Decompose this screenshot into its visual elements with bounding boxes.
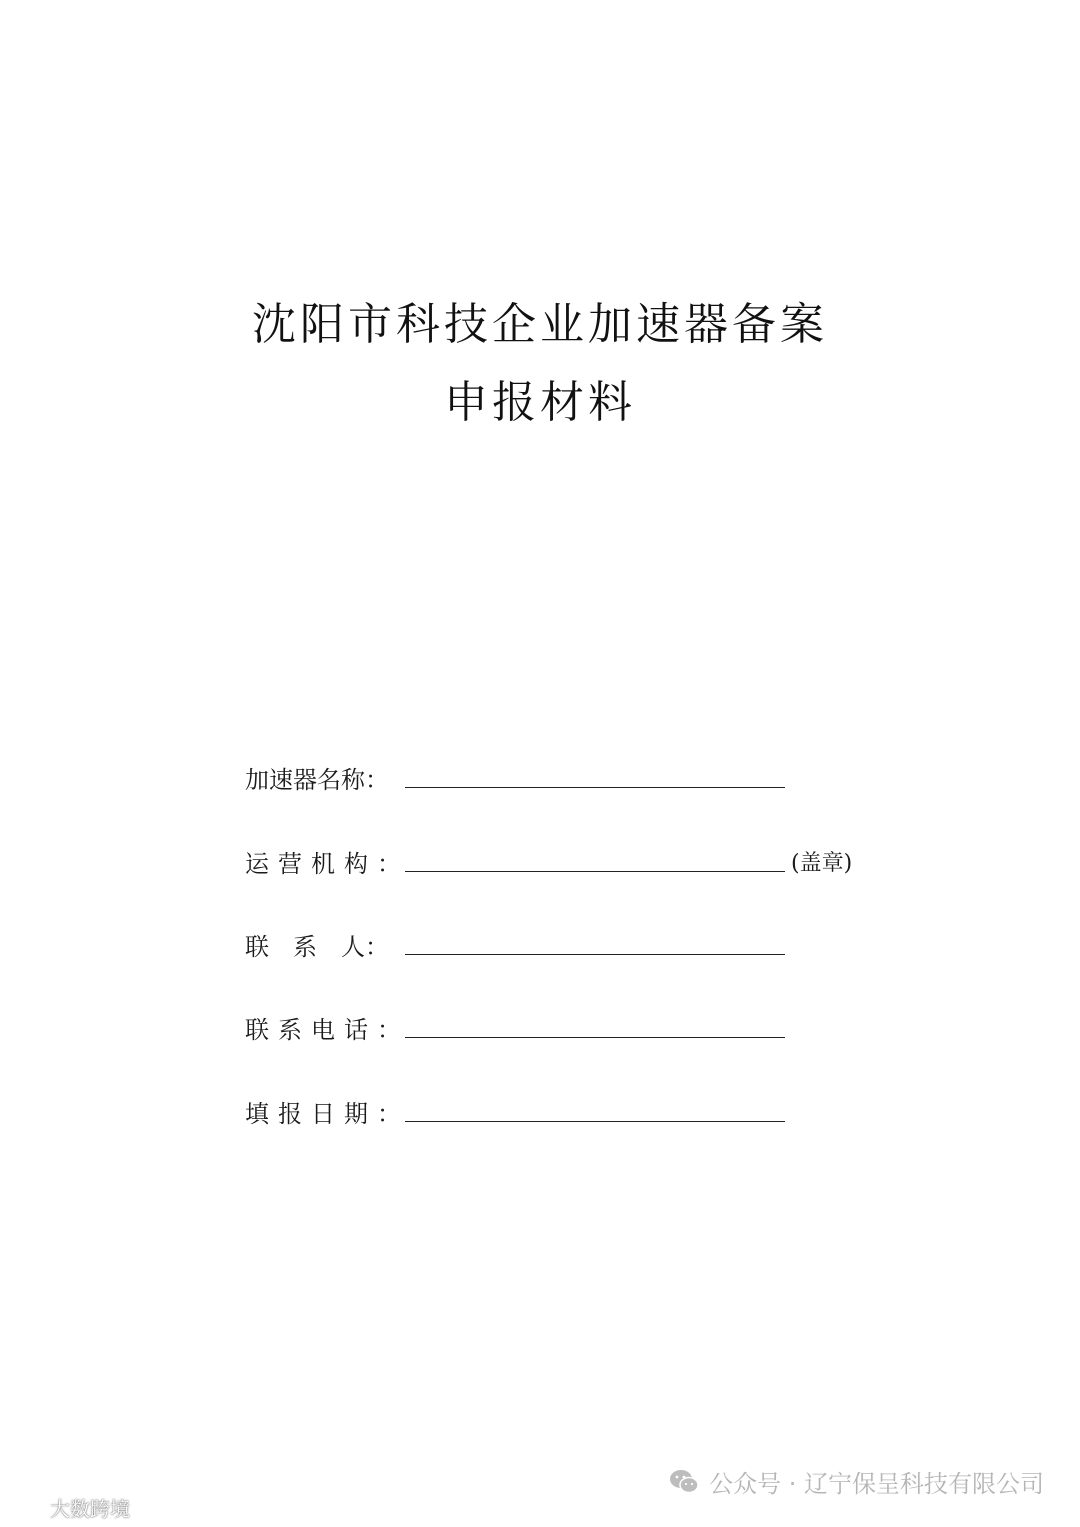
brand-watermark xyxy=(10,1493,130,1522)
field-label: 运营机构： xyxy=(245,850,410,878)
document-title-line1: 沈阳市科技企业加速器备案 xyxy=(252,299,828,350)
fill-in-line xyxy=(405,787,785,788)
wechat-watermark xyxy=(669,1464,1044,1499)
field-label: 联 系 人： xyxy=(245,933,389,961)
form-field-contact-phone xyxy=(245,1004,785,1044)
field-label: 填报日期： xyxy=(245,1100,410,1128)
fill-in-line xyxy=(405,1121,785,1122)
fill-in-line xyxy=(405,871,785,872)
form-field-contact-person xyxy=(245,921,785,961)
field-label: 加速器名称： xyxy=(245,766,389,794)
field-label: 联系电话： xyxy=(245,1016,410,1044)
brand-logo-icon xyxy=(10,1497,46,1519)
document-title-line2: 申报材料 xyxy=(444,377,636,428)
form-field-accelerator-name xyxy=(245,754,785,794)
watermark-text: 公众号 · 辽宁保呈科技有限公司 xyxy=(709,1470,1044,1498)
seal-note: (盖章) xyxy=(791,851,853,876)
form-field-fill-date xyxy=(245,1088,785,1128)
watermark-brand-text: 大数跨境 xyxy=(50,1497,130,1521)
wechat-icon xyxy=(669,1469,699,1495)
fill-in-line xyxy=(405,1037,785,1038)
fill-in-line xyxy=(405,954,785,955)
form-field-operator xyxy=(245,838,852,878)
